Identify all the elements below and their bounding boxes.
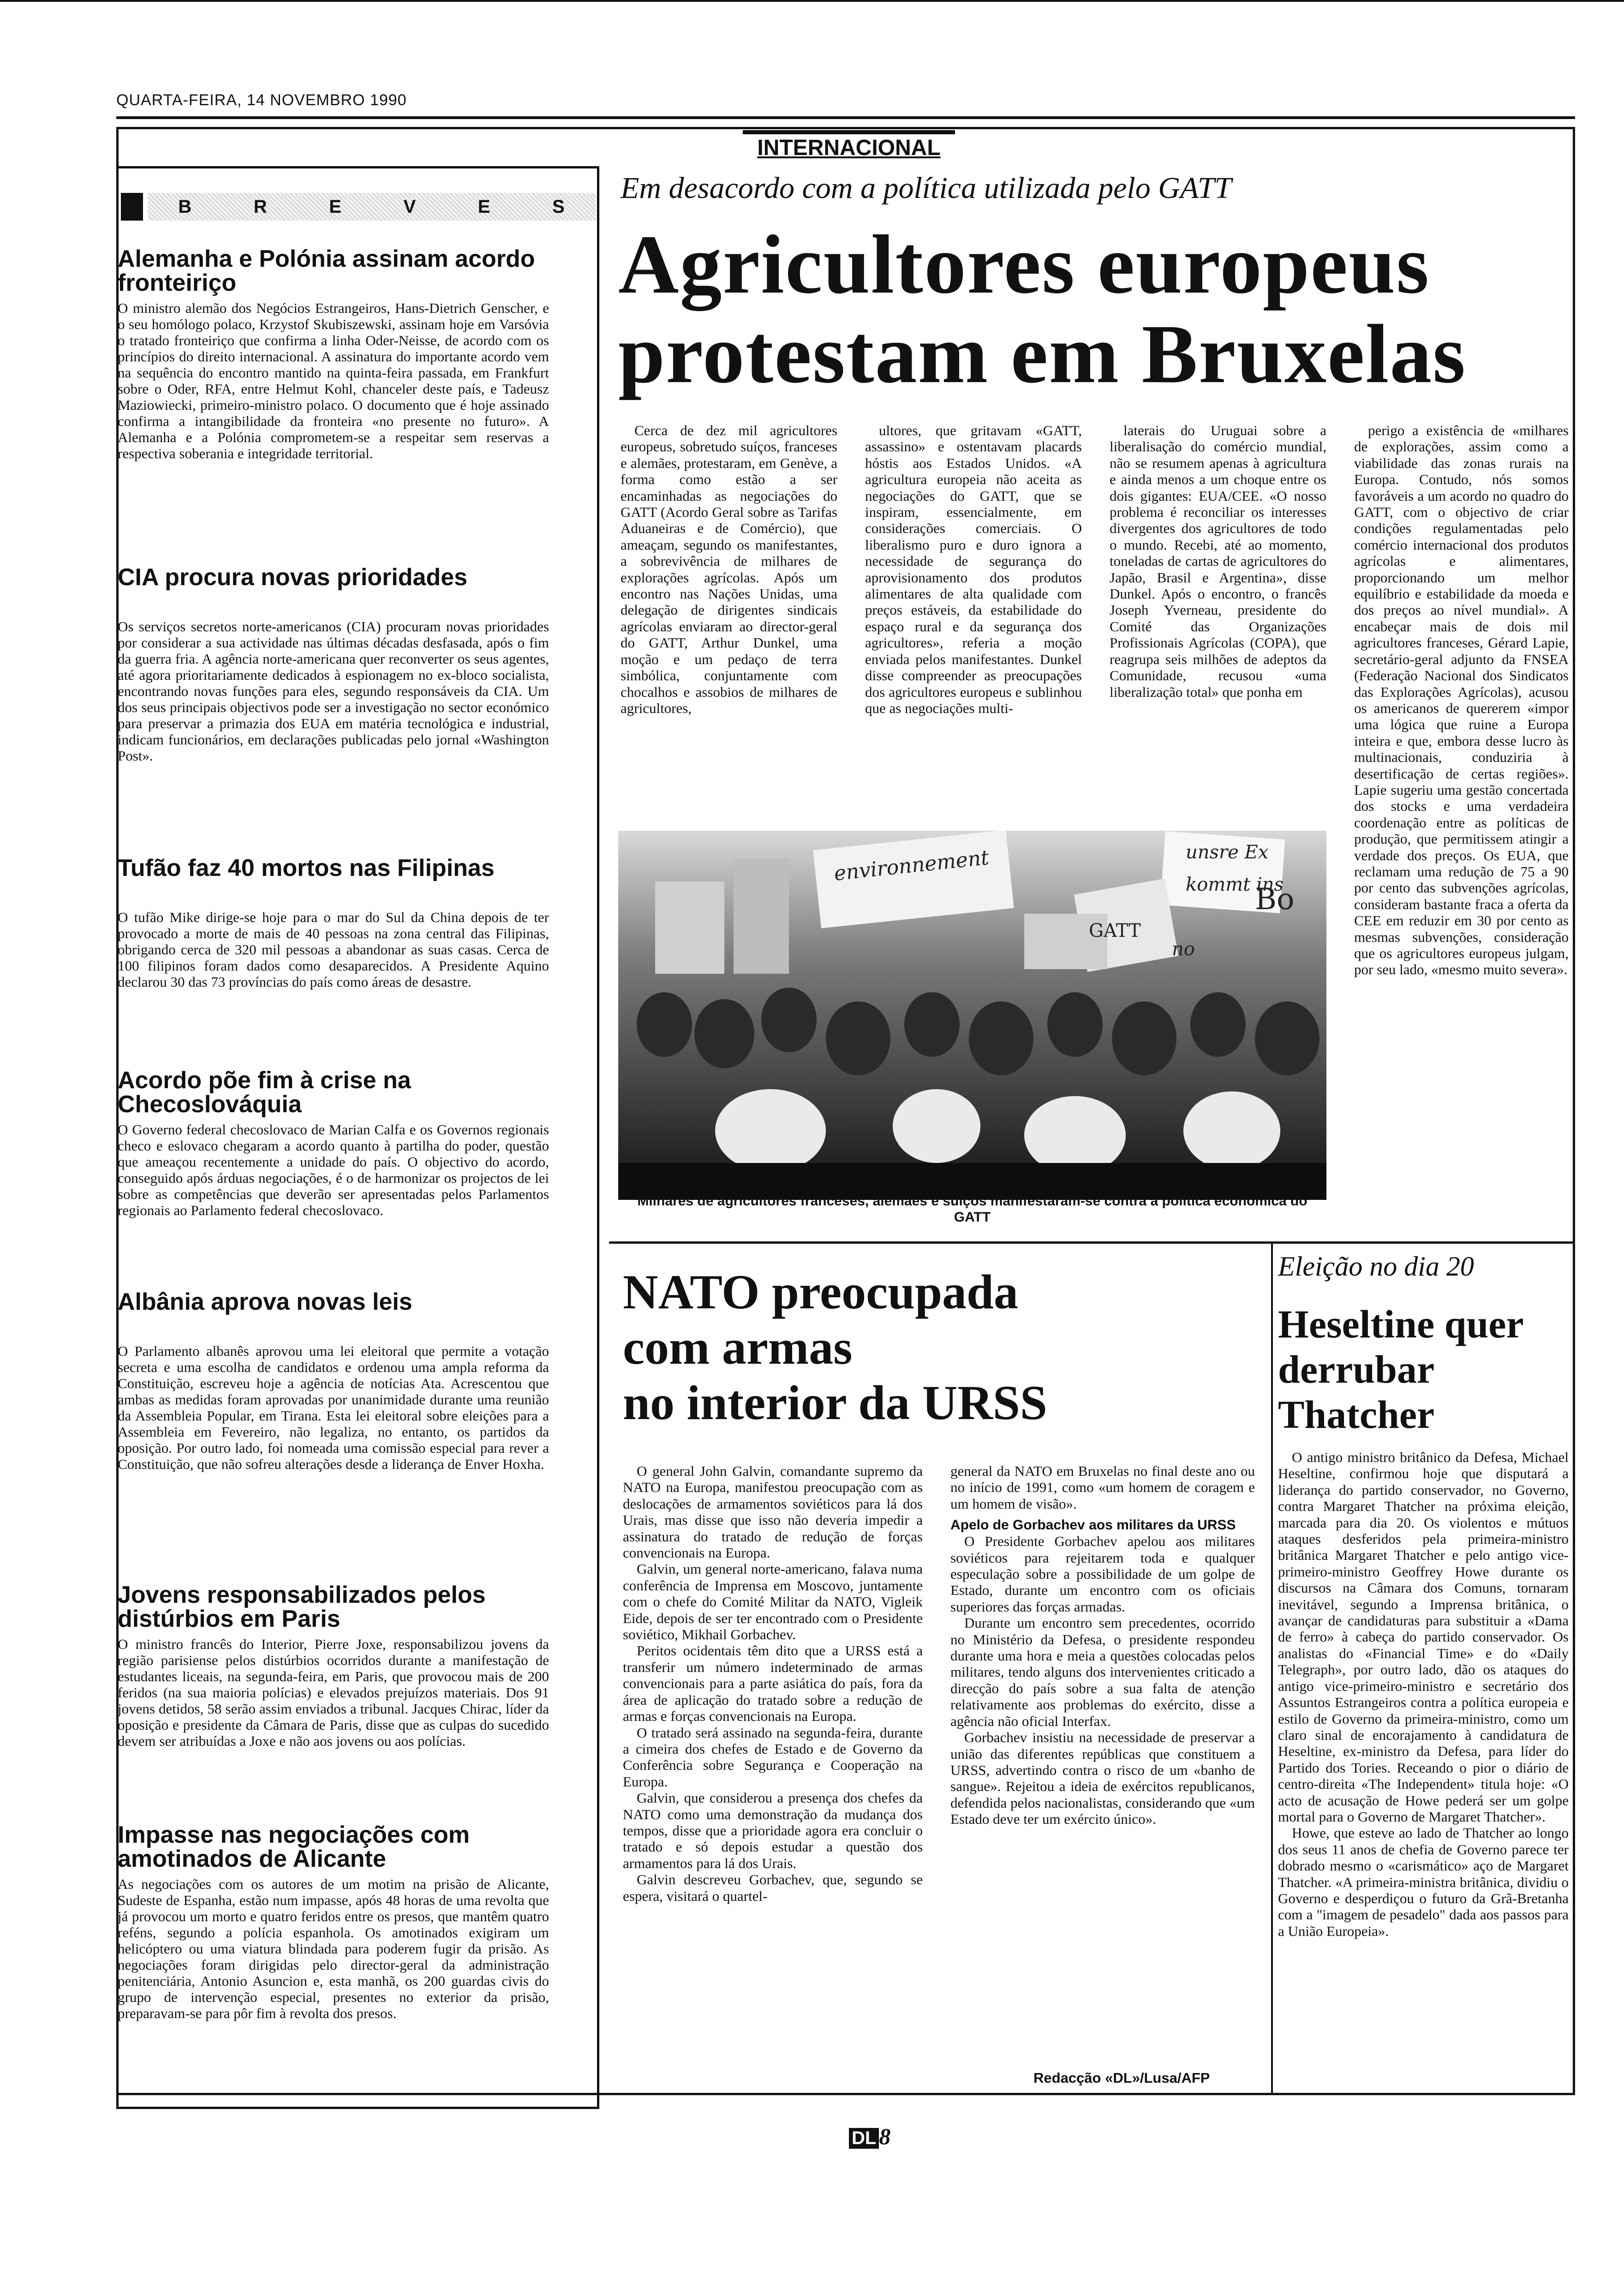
nato-headline-line-3: no interior da URSS bbox=[623, 1376, 1047, 1430]
top-edge-rule bbox=[0, 0, 1624, 2]
brief-body: As negociações com os autores de um motim na prisão de Alicante, Sudeste de Espanha, estão num impasse, após 48 horas de uma revolta que já provocou um morto e quatro feridos entre os presos, que mantêm quatro reféns, segundo a polícia espanhola. Os amotinados exigiram um helicóptero ou uma viatura blindada para poderem fugir da prisão. As negociações foram dirigidas pelo director-geral da administração penitenciária, Antonio Asuncion e, esta manhã, os 200 guardas civis do grupo de intervenção especial, presentes no exterior da prisão, preparavam-se para pôr fim à revolta dos presos. bbox=[118, 1876, 549, 2021]
heseltine-paragraph: Howe, que esteve ao lado de Thatcher ao longo dos seus 11 anos de chefia de Governo parece ter dobrado mesmo o «carismático» aço de Margaret Thatcher. «A primeira-ministra britânica, dividiu o Governo e desperdiçou o futuro da Grã-Bretanha com a "imagem de pesadelo" dada aos passos para a União Europeia». bbox=[1278, 1825, 1569, 1939]
banner-text: unsre Ex bbox=[1186, 842, 1269, 863]
brief-headline: Acordo põe fim à crise na Checoslováquia bbox=[118, 1067, 411, 1118]
heseltine-headline-line-1: Heseltine quer bbox=[1278, 1302, 1524, 1346]
brief-body: O Parlamento albanês aprovou uma lei eleitoral que permite a votação secreta e uma escolha de candidatos e ordenou uma ampla reforma da Constituição, escreveu hoje a agência de notícias Ata. Acrescentou que ambas as medidas foram aprovadas por unanimidade durante uma reunião da Assembleia Popular, em Tirana. Esta lei eleitoral sobre eleições para a Assembleia em Fevereiro, não legaliza, no entanto, os partidos da oposição. Por outro lado, foi nomeada uma comissão especial para rever a Constituição, que não sofreu alterações desde a liderança de Enver Hoxha. bbox=[118, 1343, 549, 1472]
nato-paragraph: O general John Galvin, comandante supremo da NATO na Europa, manifestou preocupação com as deslocações de armamentos soviéticos para lá dos Urais, mas disse que isso não deveria impedir a assinatura do tratado de redução de forças convencionais na Europa. bbox=[623, 1463, 923, 1561]
breves-letter: E bbox=[478, 196, 491, 217]
header-rule bbox=[116, 116, 1575, 119]
heseltine-headline-line-2: derrubar bbox=[1278, 1347, 1435, 1391]
breves-letter: S bbox=[552, 196, 566, 217]
nato-paragraph: Galvin, um general norte-americano, falava numa conferência de Imprensa em Moscovo, juntamente com o chefe do Comité Militar da NATO, Vigleik Eide, depois de ser ter encontrado com o Presidente soviético, Mikhail Gorbachev. bbox=[623, 1561, 923, 1643]
brief-body: O ministro alemão dos Negócios Estrangeiros, Hans-Dietrich Genscher, e o seu homólogo polaco, Krzystof Skubiszewski, assinam hoje em Varsóvia o tratado fronteiriço que confirma a linha Oder-Neisse, de acordo com os princípios do direito internacional. A assinatura do importante acordo vem na sequência do encontro mantido na quinta-feira passada, em Frankfurt sobre o Oder, RFA, entre Helmut Kohl, chanceler deste país, e Tadeusz Maziowiecki, primeiro-ministro polaco. O documento que é hoje assinado confirma a intangibilidade da fronteira «no presente no futuro». A Alemanha e a Polónia comprometem-se a respeitar sem reservas a respectiva soberania e integridade territorial. bbox=[118, 300, 549, 461]
banner-text: no bbox=[1172, 939, 1195, 960]
lead-column-3: laterais do Uruguai sobre a liberalisação do comércio mundial, não se resumem apenas à agricultura e ainda menos a um choque entre os dois gigantes: EUA/CEE. «O nosso problema é reconciliar os interesses divergentes dos agricultores de todo o mundo. Recebi, até ao momento, toneladas de cartas de agricultores do Japão, Brasil e Argentina», disse Dunkel. Após o encontro, o francês Joseph Yverneau, presidente do Comité das Organizações Profissionais Agrícolas (COPA), que reagrupa seis milhões de adeptos da Comunidade, recusou «uma liberalização total» que ponha em bbox=[1110, 422, 1326, 700]
breves-header bbox=[121, 189, 596, 224]
issue-date: QUARTA-FEIRA, 14 NOVEMBRO 1990 bbox=[116, 91, 407, 109]
dl-logo: DL bbox=[849, 2128, 879, 2149]
lead-headline-line-2: protestam em Bruxelas bbox=[618, 308, 1467, 401]
nato-paragraph: Galvin descreveu Gorbachev, que, segundo se espera, visitará o quartel- bbox=[623, 1871, 923, 1904]
nato-paragraph: Gorbachev insistiu na necessidade de preservar a união das diferentes repúblicas que constituem a URSS, advertindo contra o risco de um «banho de sangue». Rejeitou a ideia de exércitos republicanos, defendida pelos nacionalistas, considerando que «um Estado deve ter um exército único». bbox=[950, 1729, 1255, 1828]
lead-column-4: perigo a existência de «milhares de explorações, assim como a viabilidade das zonas rurais na Europa. Contudo, nós somos favoráveis a um acordo no quadro do GATT, com o objectivo de criar condições regulamentadas pelo comércio internacional dos produtos agrícolas e alimentares, proporcionando um melhor equilíbrio e estabilidade da moeda e dos preços ao nível mundial». A encabeçar mais de dois mil agricultores franceses, Gérard Lapie, secretário-geral adjunto da FNSEA (Federação Nacional dos Sindicatos das Explorações Agrícolas), acusou os americanos de quererem «impor uma lógica que ruine a Europa inteira e que, embora desse lucro às multinacionais, conduziria à desertificação de certas regiões». Lapie sugeriu uma gestão concertada dos stocks e uma verdadeira coordenação entre as políticas de produção, que permitissem atingir a verdade dos preços. Os EUA, que reclamam uma redução de 75 a 90 por cento das subvenções agrícolas, consideram bastante fraca a oferta da CEE em reduzir em 30 por cento as mesmas subvenções, consideração que os agricultores europeus julgam, por seu lado, «mesmo muito severa». bbox=[1354, 422, 1569, 978]
brief-headline: CIA procura novas prioridades bbox=[118, 564, 468, 591]
brief-headline: Jovens responsabilizados pelos distúrbios em Paris bbox=[118, 1582, 486, 1632]
nato-paragraph: Galvin, que considerou a presença dos chefes da NATO como uma demonstração da mudança dos tempos, disse que a prioridade agora era concluir o tratado e só depois estudar a questão dos armamentos para lá dos Urais. bbox=[623, 1790, 923, 1871]
nato-column-2 bbox=[950, 1463, 1255, 2100]
nato-paragraph: Peritos ocidentais têm dito que a URSS está a transferir um número indeterminado de armas convencionais para a parte asiática do país, fora da área de aplicação do tratado sobre a redução de armas e forças convencionais na Europa. bbox=[623, 1642, 923, 1725]
banner-text: Bo bbox=[1255, 882, 1295, 917]
divider bbox=[609, 1241, 1575, 1244]
lead-kicker: Em desacordo com a política utilizada pelo GATT bbox=[621, 171, 1232, 205]
protest-crowd-image bbox=[618, 831, 1326, 1200]
brief-headline: Alemanha e Polónia assinam acordo fronteiriço bbox=[118, 246, 535, 296]
brief-headline: Impasse nas negociações com amotinados de Alicante bbox=[118, 1822, 470, 1872]
lead-headline-line-1: Agricultores europeus bbox=[618, 218, 1430, 311]
brief-body: O ministro francês do Interior, Pierre Joxe, responsabilizou jovens da região parisiense pelos distúrbios ocorridos durante a manifestação de estudantes liceais, na segunda-feira, em Paris, que provocou mais de 200 feridos (na sua maioria polícias) e elevados prejuízos materiais. Dos 91 jovens detidos, 58 serão assim enviados a tribunal. Jacques Chirac, líder da oposição e presidente da Câmara de Paris, disse que as culpas do sucedido devem ser atribuídas a Joxe e não aos jovens ou aos polícias. bbox=[118, 1636, 549, 1749]
divider bbox=[1271, 1241, 1273, 2095]
nato-column-1 bbox=[623, 1463, 923, 2100]
lead-column-2: ultores, que gritavam «GATT, assassino» e ostentavam placards hóstis aos Estados Unidos. «A agricultura europeia não aceita as negociações do GATT, que se inspiram, essencialmente, em considerações comerciais. O liberalismo puro e duro ignora a necessidade de segurança do aprovisionamento dos produtos alimentares de alta qualidade com preços estáveis, da estabilidade do espaço rural e da segurança dos agricultores», referia a moção enviada pelos manifestantes. Dunkel disse compreender as preocupações dos agricultores europeus e sublinhou que as negociações multi- bbox=[865, 422, 1082, 716]
page-number-value: 8 bbox=[879, 2123, 891, 2149]
lead-column-1: Cerca de dez mil agricultores europeus, sobretudo suíços, franceses e alemães, protestaram, em Genève, a forma como estão a ser encaminhadas as negociações do GATT (Acordo Geral sobre as Tarifas Aduaneiras e de Comércio), que ameaçam, segundo os manifestantes, a sobrevivência de milhares de explorações agrícolas. Após um encontro nas Nações Unidas, uma delegação de dirigentes sindicais agrícolas enviaram ao director-geral do GATT, Arthur Dunkel, uma moção e um pedaço de terra simbólica, conjuntamente com chocalhos e assobios de milhares de agricultores, bbox=[621, 422, 837, 716]
nato-subhead: Apelo de Gorbachev aos militares da URSS bbox=[950, 1517, 1236, 1533]
banner-text: GATT bbox=[1089, 920, 1141, 941]
breves-letter: V bbox=[403, 196, 417, 217]
nato-paragraph: Durante um encontro sem precedentes, ocorrido no Ministério da Defesa, o presidente respondeu durante uma hora e meia a questões colocadas pelos militares, tendo alguns dos intervenientes criticado a direcção do país sobre a sua falta de atenção relativamente aos problemas do exército, disse a agência não oficial Interfax. bbox=[950, 1615, 1255, 1729]
brief-body: O tufão Mike dirige-se hoje para o mar do Sul da China depois de ter provocado a morte de mais de 40 pessoas na zona central das Filipinas, obrigando cerca de 320 mil pessoas a abandonar as suas casas. Cerca de 100 filipinos foram dados como desaparecidos. A Presidente Aquino declarou 30 das 73 províncias do país como áreas de desastre. bbox=[118, 909, 549, 990]
breves-letter: B bbox=[178, 196, 193, 217]
protest-photo bbox=[618, 831, 1326, 1200]
page-number bbox=[849, 2123, 890, 2150]
brief-body: Os serviços secretos norte-americanos (CIA) procuram novas prioridades por considerar a sua actividade nas últimas décadas desfasada, após o fim da guerra fria. A agência norte-americana quer reconverter os seus agentes, até agora prioritariamente dedicados à espionagem no ex-bloco socialista, encontrando novas funções para eles, segundo responsáveis da CIA. Um dos seus principais objectivos pode ser a investigação no sector económico para preservar a primazia dos EUA em matéria tecnológica e industrial, indicam funcionários, em declarações publicadas pelo jornal «Washington Post». bbox=[118, 618, 549, 764]
section-label: INTERNACIONAL bbox=[743, 130, 955, 162]
nato-paragraph: general da NATO em Bruxelas no final deste ano ou no início de 1991, como «um homem de coragem e um homem de visão». bbox=[950, 1463, 1255, 1512]
heseltine-headline-line-3: Thatcher bbox=[1278, 1392, 1435, 1437]
nato-paragraph: O Presidente Gorbachev apelou aos militares soviéticos para rejeitarem toda e qualquer especulação sobre a possibilidade de um golpe de Estado, durante um encontro com os oficiais superiores das forças armadas. bbox=[950, 1533, 1255, 1615]
brief-headline: Tufão faz 40 mortos nas Filipinas bbox=[118, 855, 495, 881]
breves-letter: R bbox=[253, 196, 268, 217]
breves-black-square bbox=[121, 193, 143, 221]
heseltine-kicker: Eleição no dia 20 bbox=[1278, 1251, 1474, 1282]
breves-title-band bbox=[148, 193, 596, 221]
heseltine-body bbox=[1278, 1449, 1569, 2104]
brief-body: O Governo federal checoslovaco de Marian Calfa e os Governos regionais checo e eslovaco chegaram a acordo quanto à partilha do poder, questão que ameaçou recentemente a unidade do país. O objectivo do acordo, conseguido após árduas negociações, é o de harmonizar os projectos de lei sobre as competências que deverão ser apresentadas pelos Parlamentos regionais ao Parlamento federal checoslovaco. bbox=[118, 1121, 549, 1218]
brief-headline: Albânia aprova novas leis bbox=[118, 1288, 412, 1315]
banner-text: environnement bbox=[833, 845, 990, 886]
heseltine-paragraph: O antigo ministro britânico da Defesa, Michael Heseltine, confirmou hoje que disputará a liderança do partido conservador, no Governo, contra Margaret Thatcher na próxima eleição, marcada para dia 20. Os violentos e mútuos ataques desferidos pela primeira-ministro britânica Margaret Thatcher e pelo antigo vice-primeiro-ministro Geoffrey Howe durante os discursos na Câmara dos Comuns, tornaram inevitável, segundo a Imprensa britânica, o avançar de candidaturas para substituir a «Dama de ferro» à cabeça do partido conservador. Os analistas do «Financial Time» e do «Daily Telegraph», por outro lado, dão os ataques do antigo vice-primeiro-ministro e secretário dos Assuntos Estrangeiros contra a política europeia e estilo de Governo da primeira-ministro, como um claro sinal de encorajamento à candidatura de Heseltine, ex-ministro da Defesa, para líder do Partido dos Tories. Receando o pior o diário de centro-direita «The Independent» titula hoje: «O acto de acusação de Howe pederá ser um golpe mortal para o Governo de Margaret Thatcher». bbox=[1278, 1449, 1569, 1825]
breves-letter: E bbox=[329, 196, 342, 217]
nato-signature: Redacção «DL»/Lusa/AFP bbox=[1033, 2070, 1210, 2086]
photo-caption: Milhares de agricultores franceses, alemães e suíços manifestaram-se contra a política económica do GATT bbox=[637, 1193, 1308, 1225]
nato-headline-line-2: com armas bbox=[623, 1320, 853, 1374]
nato-headline-line-1: NATO preocupada bbox=[623, 1265, 1019, 1319]
nato-paragraph: O tratado será assinado na segunda-feira, durante a cimeira dos chefes de Estado e de Governo da Conferência sobre Segurança e Cooperação na Europa. bbox=[623, 1724, 923, 1790]
banner-text: kommt ins bbox=[1186, 874, 1284, 895]
